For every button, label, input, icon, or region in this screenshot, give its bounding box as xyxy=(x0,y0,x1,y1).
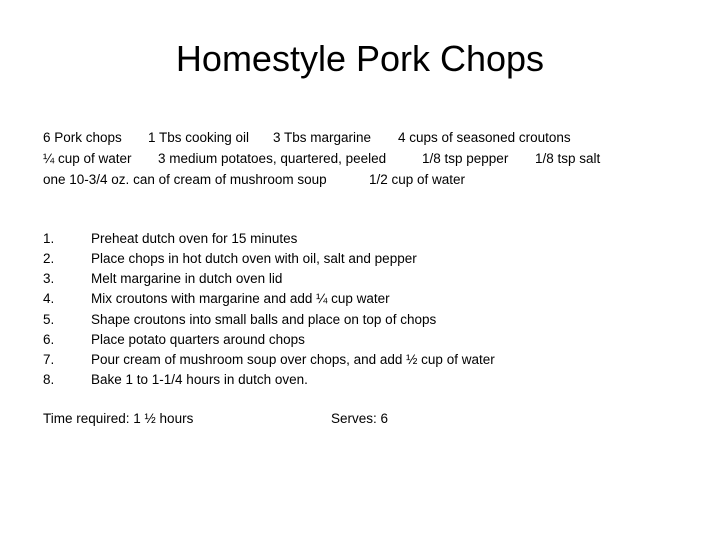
time-required: Time required: 1 ½ hours xyxy=(43,411,194,426)
ingredient-item: 3 Tbs margarine xyxy=(273,130,372,145)
ingredient-item: 1/8 tsp pepper xyxy=(422,151,509,166)
recipe-title: Homestyle Pork Chops xyxy=(175,38,545,79)
ingredient-item: 6 Pork chops xyxy=(43,130,122,145)
step-number: 1. xyxy=(43,231,55,246)
step-text: Shape croutons into small balls and place on top of chops xyxy=(91,312,437,327)
step-text: Place chops in hot dutch oven with oil, salt and pepper xyxy=(91,251,417,266)
ingredient-item: ¼ cup of water xyxy=(43,151,132,166)
ingredient-item: one 10-3/4 oz. can of cream of mushroom soup xyxy=(43,172,327,187)
ingredient-item: 1 Tbs cooking oil xyxy=(148,130,250,145)
step-text: Mix croutons with margarine and add ¼ cup water xyxy=(91,291,390,306)
ingredient-item: 1/2 cup of water xyxy=(369,172,466,187)
ingredient-item: 3 medium potatoes, quartered, peeled xyxy=(158,151,387,166)
step-text: Place potato quarters around chops xyxy=(91,332,305,347)
step-number: 4. xyxy=(43,291,55,306)
step-number: 3. xyxy=(43,271,55,286)
step-text: Bake 1 to 1-1/4 hours in dutch oven. xyxy=(91,372,308,387)
step-number: 7. xyxy=(43,352,55,367)
ingredient-item: 1/8 tsp salt xyxy=(535,151,601,166)
step-text: Preheat dutch oven for 15 minutes xyxy=(91,231,298,246)
step-number: 5. xyxy=(43,312,55,327)
serves: Serves: 6 xyxy=(331,411,389,426)
step-text: Pour cream of mushroom soup over chops, and add ½ cup of water xyxy=(91,352,495,367)
step-number: 8. xyxy=(43,372,55,387)
step-number: 6. xyxy=(43,332,55,347)
ingredient-item: 4 cups of seasoned croutons xyxy=(398,130,571,145)
step-text: Melt margarine in dutch oven lid xyxy=(91,271,283,286)
step-number: 2. xyxy=(43,251,55,266)
